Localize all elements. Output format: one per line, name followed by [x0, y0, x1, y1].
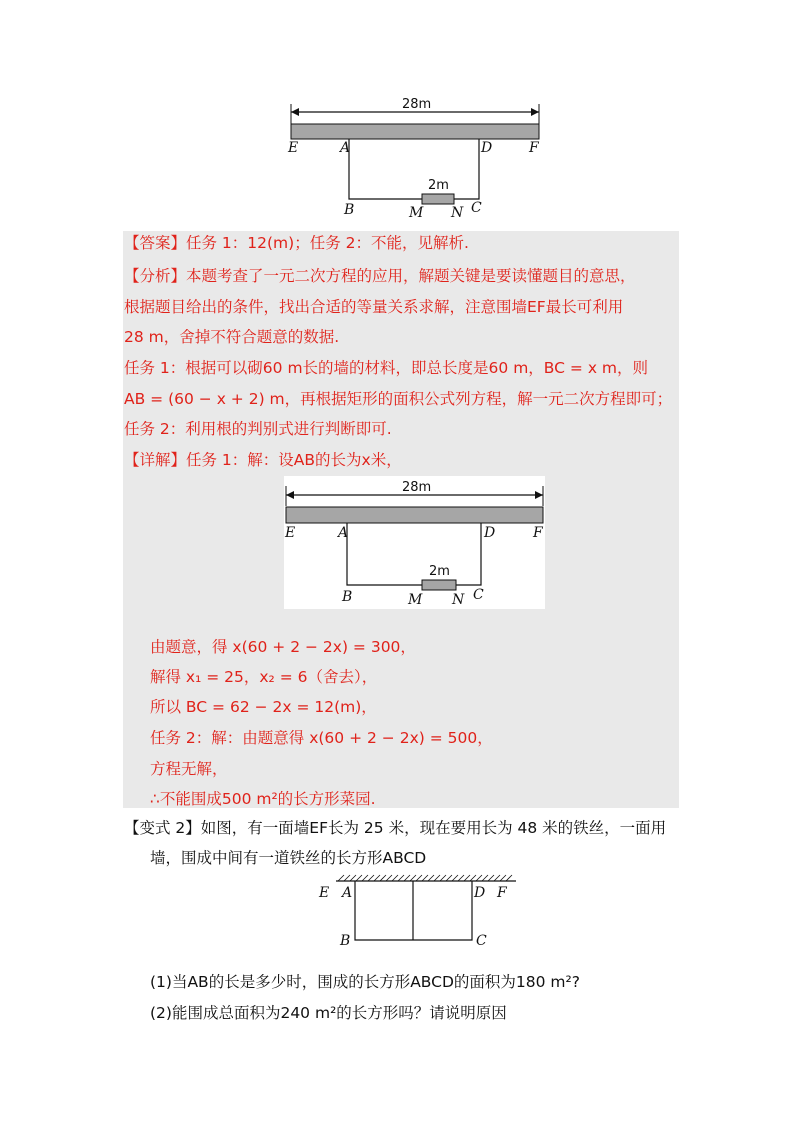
task1-line-1: 任务 1：根据可以砌60 m长的墙的材料，即总长度是60 m，BC = x m，则 [124, 359, 649, 377]
svg-text:A: A [338, 525, 349, 541]
svg-text:C: C [473, 587, 484, 603]
analysis-line-3: 28 m，舍掉不符合题意的数据. [124, 328, 340, 346]
gate-mn [422, 194, 454, 204]
wall-ef [291, 124, 539, 139]
svg-text:M: M [408, 592, 423, 608]
svg-text:C: C [476, 933, 487, 949]
figure-wall-diagram-2 [284, 476, 545, 609]
svg-text:D: D [484, 525, 496, 541]
solution-line-4: 任务 2：解：由题意得 x(60 + 2 − 2x) = 500， [150, 729, 493, 747]
svg-text:B: B [344, 202, 355, 218]
svg-text:D: D [481, 140, 493, 156]
solution-line-1: 由题意，得 x(60 + 2 − 2x) = 300， [150, 638, 416, 656]
svg-text:N: N [451, 205, 464, 221]
svg-text:D: D [474, 885, 486, 901]
analysis-line-1: 【分析】本题考查了一元二次方程的应用，解题关键是要读懂题目的意思， [124, 267, 636, 285]
svg-text:A: A [340, 140, 351, 156]
svg-text:B: B [340, 933, 351, 949]
question-2: (2)能围成总面积为240 m²的长方形吗？请说明原因 [150, 1004, 507, 1022]
answer-line: 【答案】任务 1：12(m)；任务 2：不能，见解析. [124, 234, 469, 252]
variant-title-line-2: 墙，围成中间有一道铁丝的长方形ABCD [150, 849, 427, 867]
variant-title-line-1: 【变式 2】如图，有一面墙EF长为 25 米，现在要用长为 48 米的铁丝，一面用 [124, 819, 667, 837]
solution-line-5: 方程无解， [150, 760, 228, 778]
svg-text:2m: 2m [429, 564, 450, 579]
analysis-line-2: 根据题目给出的条件，找出合适的等量关系求解，注意围墙EF最长可利用 [124, 298, 624, 316]
svg-text:E: E [288, 140, 299, 156]
svg-text:28m: 28m [402, 480, 432, 495]
rectangle-abcd [347, 523, 481, 585]
svg-text:N: N [452, 592, 465, 608]
rectangle-abcd [349, 139, 479, 199]
svg-text:M: M [409, 205, 424, 221]
svg-text:E: E [285, 525, 296, 541]
detail-line: 【详解】任务 1：解：设AB的长为x米， [124, 451, 402, 469]
svg-text:F: F [533, 525, 543, 541]
wall-length-label: 28m [402, 97, 432, 112]
task1-line-2: AB = (60 − x + 2) m，再根据矩形的面积公式列方程，解一元二次方程即可； [124, 390, 673, 408]
solution-line-2: 解得 x₁ = 25，x₂ = 6（舍去）， [150, 668, 378, 686]
solution-line-3: 所以 BC = 62 − 2x = 12(m)， [150, 698, 377, 716]
figure-wall-diagram-3 [316, 873, 522, 953]
svg-text:B: B [342, 589, 353, 605]
question-1: (1)当AB的长是多少时，围成的长方形ABCD的面积为180 m²? [150, 973, 580, 991]
svg-text:A: A [342, 885, 353, 901]
svg-text:E: E [319, 885, 330, 901]
svg-text:2m: 2m [428, 178, 449, 193]
wall-ef [286, 507, 543, 523]
gate-mn [422, 580, 456, 590]
solution-line-6: ∴不能围成500 m²的长方形菜园. [150, 790, 376, 808]
figure-wall-diagram-1 [280, 92, 550, 222]
svg-text:C: C [471, 200, 482, 216]
task2-line: 任务 2：利用根的判别式进行判断即可. [124, 420, 392, 438]
svg-text:F: F [529, 140, 539, 156]
svg-text:F: F [497, 885, 507, 901]
